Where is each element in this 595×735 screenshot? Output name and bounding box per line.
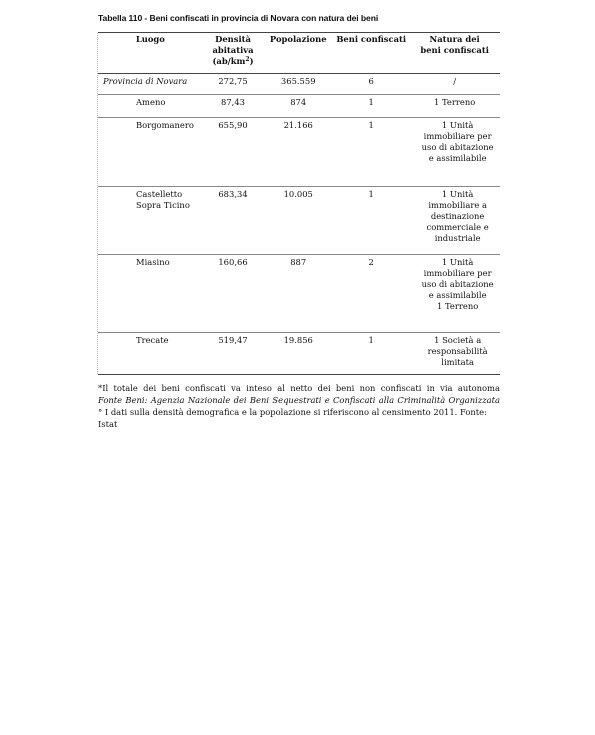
cell-beni: 2 [333,255,409,333]
header-densita-line2: abitativa [212,45,254,55]
header-luogo: Luogo [98,32,203,74]
cell-luogo: Borgomanero [98,118,203,187]
cell-popolazione: 21.166 [263,118,333,187]
table-row [98,333,500,373]
cell-popolazione: 874 [263,95,333,118]
cell-natura: 1 Società a responsabilità limitata [427,335,488,367]
cell-densita: 683,34 [203,187,264,255]
cell-luogo: Trecate [136,335,169,345]
cell-natura: 1 Unità immobiliare a destinazione commerciale e industriale [409,187,500,255]
cell-natura-item: 1 Terreno [436,301,479,311]
cell-densita: 87,43 [203,95,264,118]
cell-beni: 6 [333,74,409,95]
header-densita-unit: $(ab/km^2)$ [212,56,254,66]
cell-densita: 655,90 [203,118,264,187]
table-row [98,95,500,118]
cell-natura: / [409,74,500,95]
cell-natura: 1 Terreno [409,95,500,118]
cell-luogo: Ameno [98,95,203,118]
cell-natura-item: 1 Unità immobiliare per uso di abitazione e assimilabile [421,257,494,300]
cell-beni: 1 [368,335,374,345]
header-natura-line2: beni confiscati [420,45,489,55]
table-row [98,255,500,333]
cell-beni: 1 [333,118,409,187]
confiscated-assets-table [98,32,500,373]
table-caption: Tabella 110 - Beni confiscati in provincia di Novara con natura dei beni [98,13,379,23]
table-row [98,74,500,95]
table-header-row [98,32,500,74]
cell-beni: 1 [333,95,409,118]
header-densita-line1: Densità [215,34,251,44]
note-censimento: ° I dati sulla densità demografica e la popolazione si riferiscono al censimento 2011. Fonte: Istat [98,407,487,429]
cell-densita: 160,66 [203,255,264,333]
header-densita [203,32,264,74]
note-totale: *Il totale dei beni confiscati va inteso al netto dei beni non confiscati in via autonoma [98,383,500,393]
cell-densita: 272,75 [203,74,264,95]
cell-luogo: Provincia di Novara [98,74,203,95]
table-row [98,187,500,255]
cell-popolazione: 10.005 [263,187,333,255]
cell-densita: 519,47 [218,335,248,345]
table-row [98,118,500,187]
cell-luogo: Miasino [98,255,203,333]
cell-beni: 1 [333,187,409,255]
cell-popolazione: 887 [263,255,333,333]
note-fonte: Fonte Beni: Agenzia Nazionale dei Beni Sequestrati e Confiscati alla Criminalità Organizzata [98,395,500,405]
table-notes [98,382,500,430]
cell-natura [409,255,500,333]
header-natura-line1: Natura dei [429,34,480,44]
header-popolazione: Popolazione [263,32,333,74]
cell-luogo: Castelletto Sopra Ticino [98,187,203,255]
header-beni-confiscati: Beni confiscati [333,32,409,74]
header-natura [409,32,500,74]
cell-popolazione: 365.559 [263,74,333,95]
cell-popolazione: 19.856 [283,335,313,345]
cell-natura: 1 Unità immobiliare per uso di abitazione e assimilabile [409,118,500,187]
